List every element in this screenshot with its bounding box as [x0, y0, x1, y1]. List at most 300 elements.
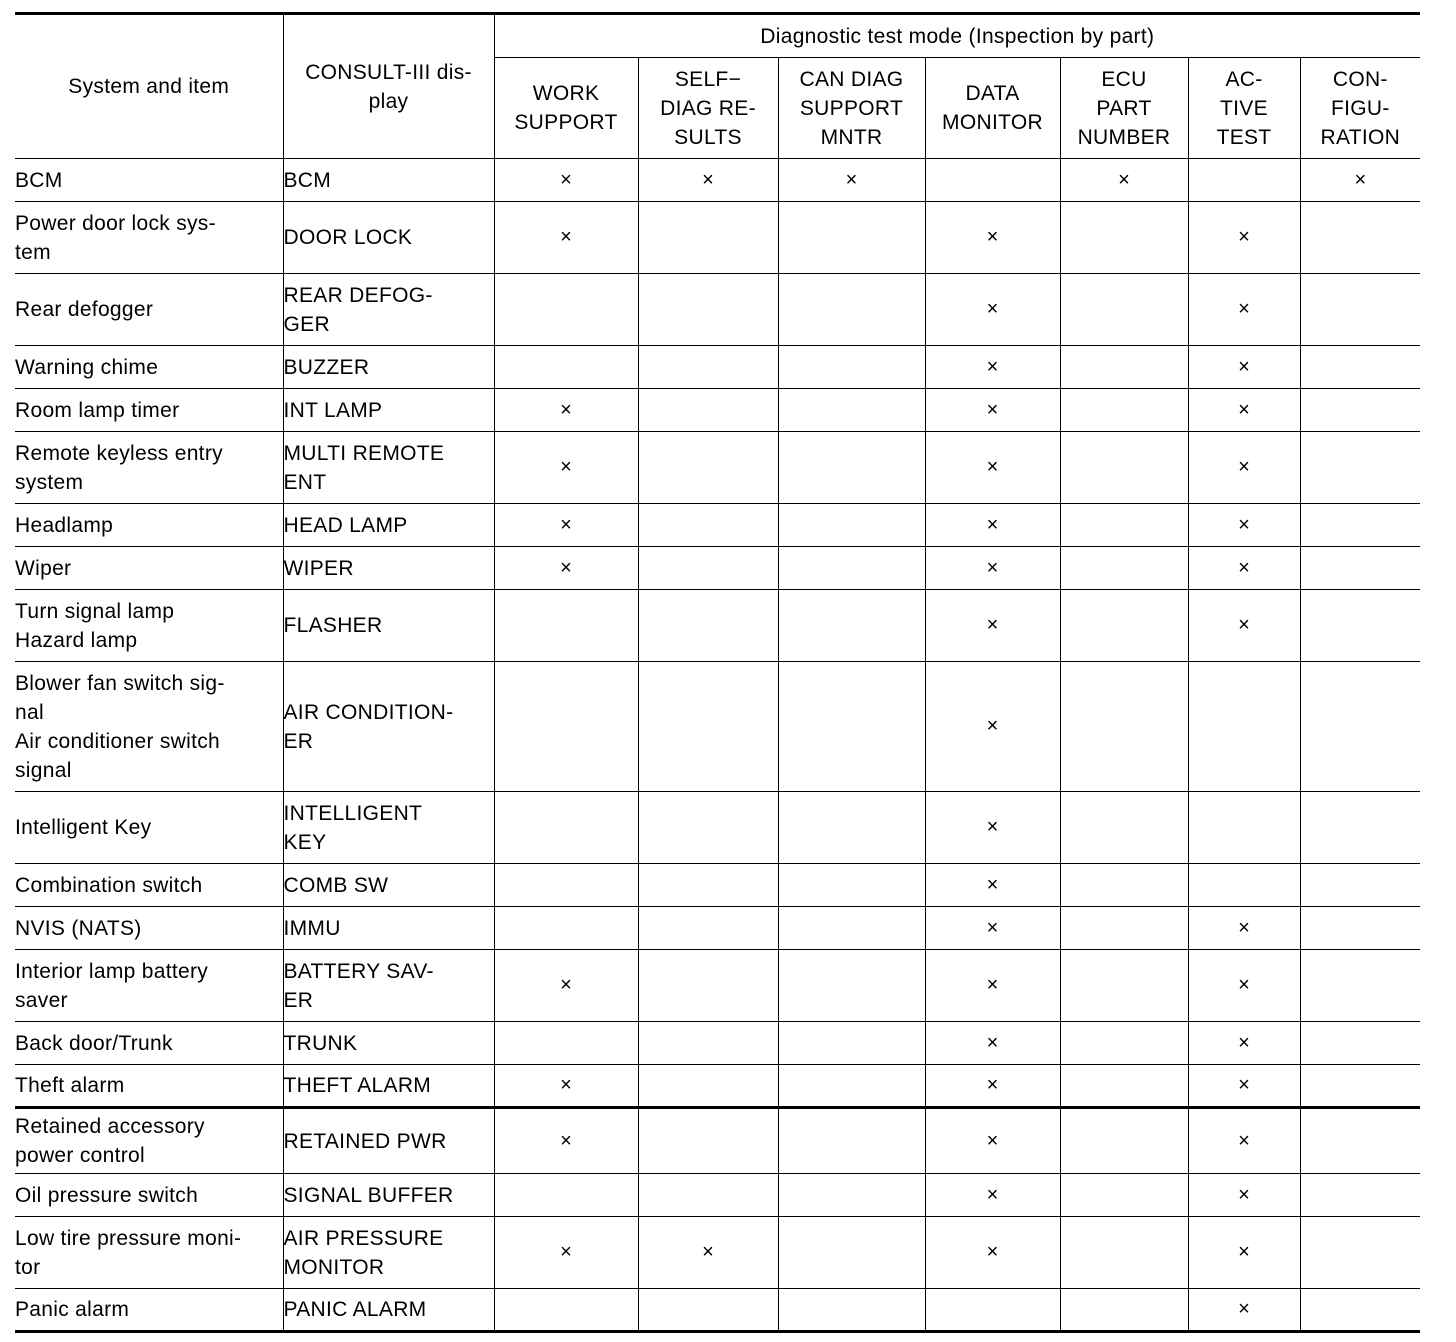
system-item-text: Theft alarm — [15, 1074, 125, 1097]
data-monitor-cell — [925, 547, 1060, 590]
system-item-text: Combination switch — [15, 873, 203, 897]
ecu-part-number-cell — [1060, 346, 1188, 389]
table-row — [15, 1108, 1420, 1174]
consult-display-text: ER — [283, 988, 314, 1012]
active-test-cell — [1188, 1108, 1300, 1174]
table-row — [15, 590, 1420, 662]
system-item-text: system — [15, 470, 84, 494]
table-row — [15, 950, 1420, 1022]
configuration-cell — [1300, 346, 1420, 389]
system-item-cell — [15, 547, 283, 590]
applicable-mark: × — [986, 873, 999, 896]
data-monitor-cell — [925, 792, 1060, 864]
self-diag-results-cell — [638, 907, 778, 950]
system-item-text: saver — [15, 988, 68, 1012]
can-diag-support-mntr-cell — [778, 907, 925, 950]
applicable-mark: × — [986, 556, 999, 579]
header-label-line: NUMBER — [1077, 125, 1171, 149]
header-consult-display-line: CONSULT-III dis- — [305, 60, 472, 84]
work-support-cell — [494, 1289, 638, 1332]
table-row — [15, 662, 1420, 792]
header-system-and-item: System and item — [15, 14, 283, 159]
consult-display-text: IMMU — [283, 916, 341, 940]
consult-display-text: BATTERY SAV- — [283, 959, 434, 983]
self-diag-results-cell — [638, 864, 778, 907]
consult-display-cell — [283, 389, 494, 432]
applicable-mark: × — [1118, 168, 1130, 191]
active-test-cell — [1188, 907, 1300, 950]
ecu-part-number-cell — [1060, 907, 1188, 950]
system-item-cell — [15, 274, 283, 346]
active-test-cell — [1188, 1217, 1300, 1289]
active-test-cell — [1188, 1289, 1300, 1332]
active-test-cell — [1188, 662, 1300, 792]
self-diag-results-cell — [638, 1217, 778, 1289]
system-item-text: Room lamp timer — [15, 398, 180, 422]
self-diag-results-cell — [638, 274, 778, 346]
table-row — [15, 346, 1420, 389]
system-item-cell — [15, 202, 283, 274]
applicable-mark: × — [986, 614, 999, 636]
header-configuration — [1300, 58, 1420, 159]
consult-display-text: BUZZER — [283, 355, 370, 379]
header-label-line: CAN DIAG — [799, 67, 904, 91]
applicable-mark: × — [986, 398, 999, 421]
system-item-cell — [15, 159, 283, 202]
work-support-cell — [494, 1065, 638, 1108]
data-monitor-cell — [925, 1108, 1060, 1174]
configuration-cell — [1300, 1174, 1420, 1217]
header-active-test — [1188, 58, 1300, 159]
table-row — [15, 792, 1420, 864]
applicable-mark: × — [1238, 1031, 1250, 1054]
system-item-text: Blower fan switch sig- — [15, 671, 225, 695]
consult-display-text: THEFT ALARM — [283, 1074, 432, 1097]
can-diag-support-mntr-cell — [778, 432, 925, 504]
ecu-part-number-cell — [1060, 504, 1188, 547]
consult-display-cell — [283, 662, 494, 792]
table-row — [15, 907, 1420, 950]
system-item-text: tor — [15, 1255, 41, 1279]
applicable-mark: × — [1238, 1129, 1250, 1152]
applicable-mark: × — [1238, 355, 1250, 378]
applicable-mark: × — [1238, 916, 1250, 939]
applicable-mark: × — [986, 1031, 999, 1054]
system-item-text: Low tire pressure moni- — [15, 1226, 242, 1250]
data-monitor-cell — [925, 504, 1060, 547]
self-diag-results-cell — [638, 1065, 778, 1108]
table-row — [15, 547, 1420, 590]
system-item-cell — [15, 662, 283, 792]
consult-display-cell — [283, 202, 494, 274]
work-support-cell — [494, 504, 638, 547]
work-support-cell — [494, 389, 638, 432]
can-diag-support-mntr-cell — [778, 1174, 925, 1217]
system-item-cell — [15, 1065, 283, 1108]
system-item-cell — [15, 1174, 283, 1217]
data-monitor-cell — [925, 346, 1060, 389]
header-label-line: PART — [1096, 96, 1152, 120]
ecu-part-number-cell — [1060, 1217, 1188, 1289]
applicable-mark: × — [1238, 974, 1250, 996]
ecu-part-number-cell — [1060, 662, 1188, 792]
self-diag-results-cell — [638, 202, 778, 274]
consult-display-text: AIR CONDITION- — [283, 700, 454, 724]
system-item-text: Oil pressure switch — [15, 1183, 199, 1207]
header-label-line: DIAG RE- — [660, 96, 756, 120]
applicable-mark: × — [1238, 614, 1250, 636]
work-support-cell — [494, 346, 638, 389]
consult-display-text: ER — [283, 729, 314, 753]
system-item-text: Wiper — [15, 556, 72, 580]
system-item-cell — [15, 1217, 283, 1289]
can-diag-support-mntr-cell — [778, 1065, 925, 1108]
data-monitor-cell — [925, 1289, 1060, 1332]
work-support-cell — [494, 159, 638, 202]
header-can-diag-support-mntr — [778, 58, 925, 159]
active-test-cell — [1188, 274, 1300, 346]
data-monitor-cell — [925, 1217, 1060, 1289]
data-monitor-cell — [925, 590, 1060, 662]
data-monitor-cell — [925, 864, 1060, 907]
applicable-mark: × — [986, 1241, 999, 1263]
consult-display-cell — [283, 432, 494, 504]
ecu-part-number-cell — [1060, 202, 1188, 274]
applicable-mark: × — [1238, 1074, 1250, 1096]
configuration-cell — [1300, 432, 1420, 504]
applicable-mark: × — [986, 1183, 999, 1206]
header-label-line: SELF− — [674, 67, 742, 91]
ecu-part-number-cell — [1060, 590, 1188, 662]
consult-display-text: AIR PRESSURE — [283, 1226, 444, 1250]
consult-display-cell — [283, 1065, 494, 1108]
applicable-mark: × — [560, 168, 572, 191]
system-item-cell — [15, 950, 283, 1022]
configuration-cell — [1300, 950, 1420, 1022]
ecu-part-number-cell — [1060, 864, 1188, 907]
configuration-cell — [1300, 792, 1420, 864]
can-diag-support-mntr-cell — [778, 1289, 925, 1332]
diagnostic-mode-table — [15, 12, 1420, 1333]
table-row — [15, 432, 1420, 504]
can-diag-support-mntr-cell — [778, 1022, 925, 1065]
can-diag-support-mntr-cell — [778, 346, 925, 389]
configuration-cell — [1300, 662, 1420, 792]
work-support-cell — [494, 1108, 638, 1174]
header-label-line: RATION — [1320, 125, 1401, 149]
consult-display-text: PANIC ALARM — [283, 1298, 427, 1321]
work-support-cell — [494, 547, 638, 590]
work-support-cell — [494, 792, 638, 864]
applicable-mark: × — [560, 1074, 572, 1096]
consult-display-text: MULTI REMOTE — [283, 441, 445, 465]
consult-display-text: RETAINED PWR — [283, 1129, 447, 1153]
self-diag-results-cell — [638, 1289, 778, 1332]
active-test-cell — [1188, 950, 1300, 1022]
consult-display-text: BCM — [283, 168, 332, 192]
self-diag-results-cell — [638, 1174, 778, 1217]
system-item-cell — [15, 504, 283, 547]
data-monitor-cell — [925, 1174, 1060, 1217]
applicable-mark: × — [1238, 226, 1250, 248]
ecu-part-number-cell — [1060, 1022, 1188, 1065]
system-item-text: tem — [15, 240, 51, 264]
work-support-cell — [494, 864, 638, 907]
header-label-line: FIGU- — [1330, 96, 1390, 120]
self-diag-results-cell — [638, 590, 778, 662]
system-item-text: Interior lamp battery — [15, 959, 209, 983]
consult-display-text: INTELLIGENT — [283, 801, 423, 825]
can-diag-support-mntr-cell — [778, 202, 925, 274]
self-diag-results-cell — [638, 389, 778, 432]
ecu-part-number-cell — [1060, 274, 1188, 346]
system-item-text: Retained accessory — [15, 1115, 205, 1138]
configuration-cell — [1300, 504, 1420, 547]
consult-display-text: REAR DEFOG- — [283, 283, 433, 307]
applicable-mark: × — [560, 1241, 572, 1263]
table-row — [15, 159, 1420, 202]
can-diag-support-mntr-cell — [778, 274, 925, 346]
self-diag-results-cell — [638, 1022, 778, 1065]
system-item-cell — [15, 907, 283, 950]
consult-display-cell — [283, 159, 494, 202]
applicable-mark: × — [986, 715, 999, 737]
system-item-cell — [15, 346, 283, 389]
applicable-mark: × — [1238, 456, 1250, 478]
applicable-mark: × — [845, 168, 858, 191]
system-item-cell — [15, 1108, 283, 1174]
header-label-line: TEST — [1216, 125, 1272, 149]
applicable-mark: × — [560, 226, 572, 248]
system-item-text: signal — [15, 758, 72, 782]
configuration-cell — [1300, 1065, 1420, 1108]
applicable-mark: × — [1354, 168, 1367, 191]
consult-display-text: ENT — [283, 470, 327, 494]
applicable-mark: × — [560, 456, 572, 478]
active-test-cell — [1188, 159, 1300, 202]
consult-display-cell — [283, 950, 494, 1022]
applicable-mark: × — [986, 916, 999, 939]
can-diag-support-mntr-cell — [778, 547, 925, 590]
work-support-cell — [494, 662, 638, 792]
system-item-text: Warning chime — [15, 355, 159, 379]
system-item-text: BCM — [15, 168, 63, 192]
system-item-text: Back door/Trunk — [15, 1031, 173, 1055]
active-test-cell — [1188, 590, 1300, 662]
system-item-text: Panic alarm — [15, 1298, 130, 1321]
ecu-part-number-cell — [1060, 792, 1188, 864]
applicable-mark: × — [1238, 1298, 1250, 1320]
table-row — [15, 864, 1420, 907]
system-item-text: Power door lock sys- — [15, 211, 216, 235]
system-item-cell — [15, 864, 283, 907]
active-test-cell — [1188, 864, 1300, 907]
system-item-text: Turn signal lamp — [15, 599, 175, 623]
applicable-mark: × — [560, 556, 572, 579]
consult-display-text: SIGNAL BUFFER — [283, 1183, 454, 1207]
consult-display-cell — [283, 792, 494, 864]
can-diag-support-mntr-cell — [778, 159, 925, 202]
data-monitor-cell — [925, 950, 1060, 1022]
consult-display-text: MONITOR — [283, 1255, 385, 1279]
self-diag-results-cell — [638, 1108, 778, 1174]
ecu-part-number-cell — [1060, 547, 1188, 590]
ecu-part-number-cell — [1060, 950, 1188, 1022]
header-label-line: SULTS — [674, 125, 742, 149]
active-test-cell — [1188, 547, 1300, 590]
consult-display-cell — [283, 1174, 494, 1217]
work-support-cell — [494, 1217, 638, 1289]
header-label-line: TIVE — [1220, 96, 1268, 120]
system-item-text: Headlamp — [15, 513, 114, 537]
work-support-cell — [494, 432, 638, 504]
can-diag-support-mntr-cell — [778, 792, 925, 864]
applicable-mark: × — [560, 1129, 572, 1152]
consult-display-text: KEY — [283, 830, 327, 854]
work-support-cell — [494, 1174, 638, 1217]
applicable-mark: × — [1238, 1241, 1250, 1263]
self-diag-results-cell — [638, 159, 778, 202]
consult-display-cell — [283, 1108, 494, 1174]
system-item-cell — [15, 590, 283, 662]
ecu-part-number-cell — [1060, 389, 1188, 432]
consult-display-cell — [283, 1022, 494, 1065]
table-row — [15, 1289, 1420, 1332]
self-diag-results-cell — [638, 432, 778, 504]
header-consult-display — [283, 14, 494, 159]
ecu-part-number-cell — [1060, 1108, 1188, 1174]
configuration-cell — [1300, 1022, 1420, 1065]
header-label-line: WORK — [532, 82, 600, 105]
consult-display-text: TRUNK — [283, 1031, 358, 1055]
self-diag-results-cell — [638, 792, 778, 864]
configuration-cell — [1300, 389, 1420, 432]
data-monitor-cell — [925, 1065, 1060, 1108]
ecu-part-number-cell — [1060, 159, 1188, 202]
table-row — [15, 274, 1420, 346]
active-test-cell — [1188, 202, 1300, 274]
self-diag-results-cell — [638, 547, 778, 590]
applicable-mark: × — [986, 1129, 999, 1152]
header-work-support — [494, 58, 638, 159]
table-row — [15, 504, 1420, 547]
system-item-cell — [15, 1289, 283, 1332]
ecu-part-number-cell — [1060, 432, 1188, 504]
applicable-mark: × — [986, 513, 999, 536]
system-item-cell — [15, 389, 283, 432]
system-item-text: NVIS (NATS) — [15, 916, 142, 940]
header-label-line: ECU — [1101, 67, 1147, 91]
header-ecu-part-number — [1060, 58, 1188, 159]
consult-display-text: FLASHER — [283, 614, 383, 637]
data-monitor-cell — [925, 159, 1060, 202]
can-diag-support-mntr-cell — [778, 864, 925, 907]
system-item-cell — [15, 1022, 283, 1065]
header-label-line: SUPPORT — [799, 96, 904, 120]
header-label-line: MONITOR — [942, 111, 1043, 134]
system-item-cell — [15, 792, 283, 864]
consult-display-text: WIPER — [283, 556, 354, 580]
data-monitor-cell — [925, 389, 1060, 432]
active-test-cell — [1188, 792, 1300, 864]
configuration-cell — [1300, 907, 1420, 950]
consult-display-text: DOOR LOCK — [283, 226, 413, 249]
work-support-cell — [494, 950, 638, 1022]
applicable-mark: × — [1238, 513, 1250, 536]
configuration-cell — [1300, 547, 1420, 590]
header-self-diag-results — [638, 58, 778, 159]
active-test-cell — [1188, 1065, 1300, 1108]
table-row — [15, 1174, 1420, 1217]
data-monitor-cell — [925, 432, 1060, 504]
active-test-cell — [1188, 504, 1300, 547]
consult-display-cell — [283, 274, 494, 346]
consult-display-text: GER — [283, 312, 330, 336]
header-label-line: AC- — [1225, 67, 1263, 91]
configuration-cell — [1300, 590, 1420, 662]
consult-display-cell — [283, 907, 494, 950]
active-test-cell — [1188, 432, 1300, 504]
system-item-text: Rear defogger — [15, 298, 154, 321]
table-row — [15, 389, 1420, 432]
can-diag-support-mntr-cell — [778, 504, 925, 547]
configuration-cell — [1300, 159, 1420, 202]
work-support-cell — [494, 590, 638, 662]
consult-display-cell — [283, 547, 494, 590]
can-diag-support-mntr-cell — [778, 662, 925, 792]
system-item-text: Hazard lamp — [15, 628, 138, 652]
system-item-text: power control — [15, 1144, 145, 1167]
configuration-cell — [1300, 202, 1420, 274]
active-test-cell — [1188, 346, 1300, 389]
consult-display-cell — [283, 346, 494, 389]
consult-display-cell — [283, 504, 494, 547]
self-diag-results-cell — [638, 504, 778, 547]
applicable-mark: × — [986, 816, 999, 838]
applicable-mark: × — [986, 226, 999, 248]
applicable-mark: × — [1238, 298, 1250, 320]
configuration-cell — [1300, 1289, 1420, 1332]
header-data-monitor — [925, 58, 1060, 159]
consult-display-text: INT LAMP — [283, 398, 383, 422]
work-support-cell — [494, 1022, 638, 1065]
data-monitor-cell — [925, 907, 1060, 950]
self-diag-results-cell — [638, 950, 778, 1022]
applicable-mark: × — [702, 1241, 714, 1263]
can-diag-support-mntr-cell — [778, 1217, 925, 1289]
system-item-text: Intelligent Key — [15, 816, 152, 839]
applicable-mark: × — [1238, 1183, 1250, 1206]
consult-display-text: HEAD LAMP — [283, 513, 408, 537]
data-monitor-cell — [925, 1022, 1060, 1065]
active-test-cell — [1188, 1174, 1300, 1217]
self-diag-results-cell — [638, 662, 778, 792]
can-diag-support-mntr-cell — [778, 1108, 925, 1174]
self-diag-results-cell — [638, 346, 778, 389]
configuration-cell — [1300, 1217, 1420, 1289]
system-item-text: Remote keyless entry — [15, 441, 223, 465]
consult-display-cell — [283, 1289, 494, 1332]
applicable-mark: × — [986, 974, 999, 996]
header-label-line: DATA — [965, 82, 1020, 105]
system-item-text: Air conditioner switch — [15, 729, 221, 753]
can-diag-support-mntr-cell — [778, 389, 925, 432]
applicable-mark: × — [560, 974, 572, 996]
work-support-cell — [494, 274, 638, 346]
applicable-mark: × — [986, 1074, 999, 1096]
can-diag-support-mntr-cell — [778, 950, 925, 1022]
applicable-mark: × — [986, 456, 999, 478]
